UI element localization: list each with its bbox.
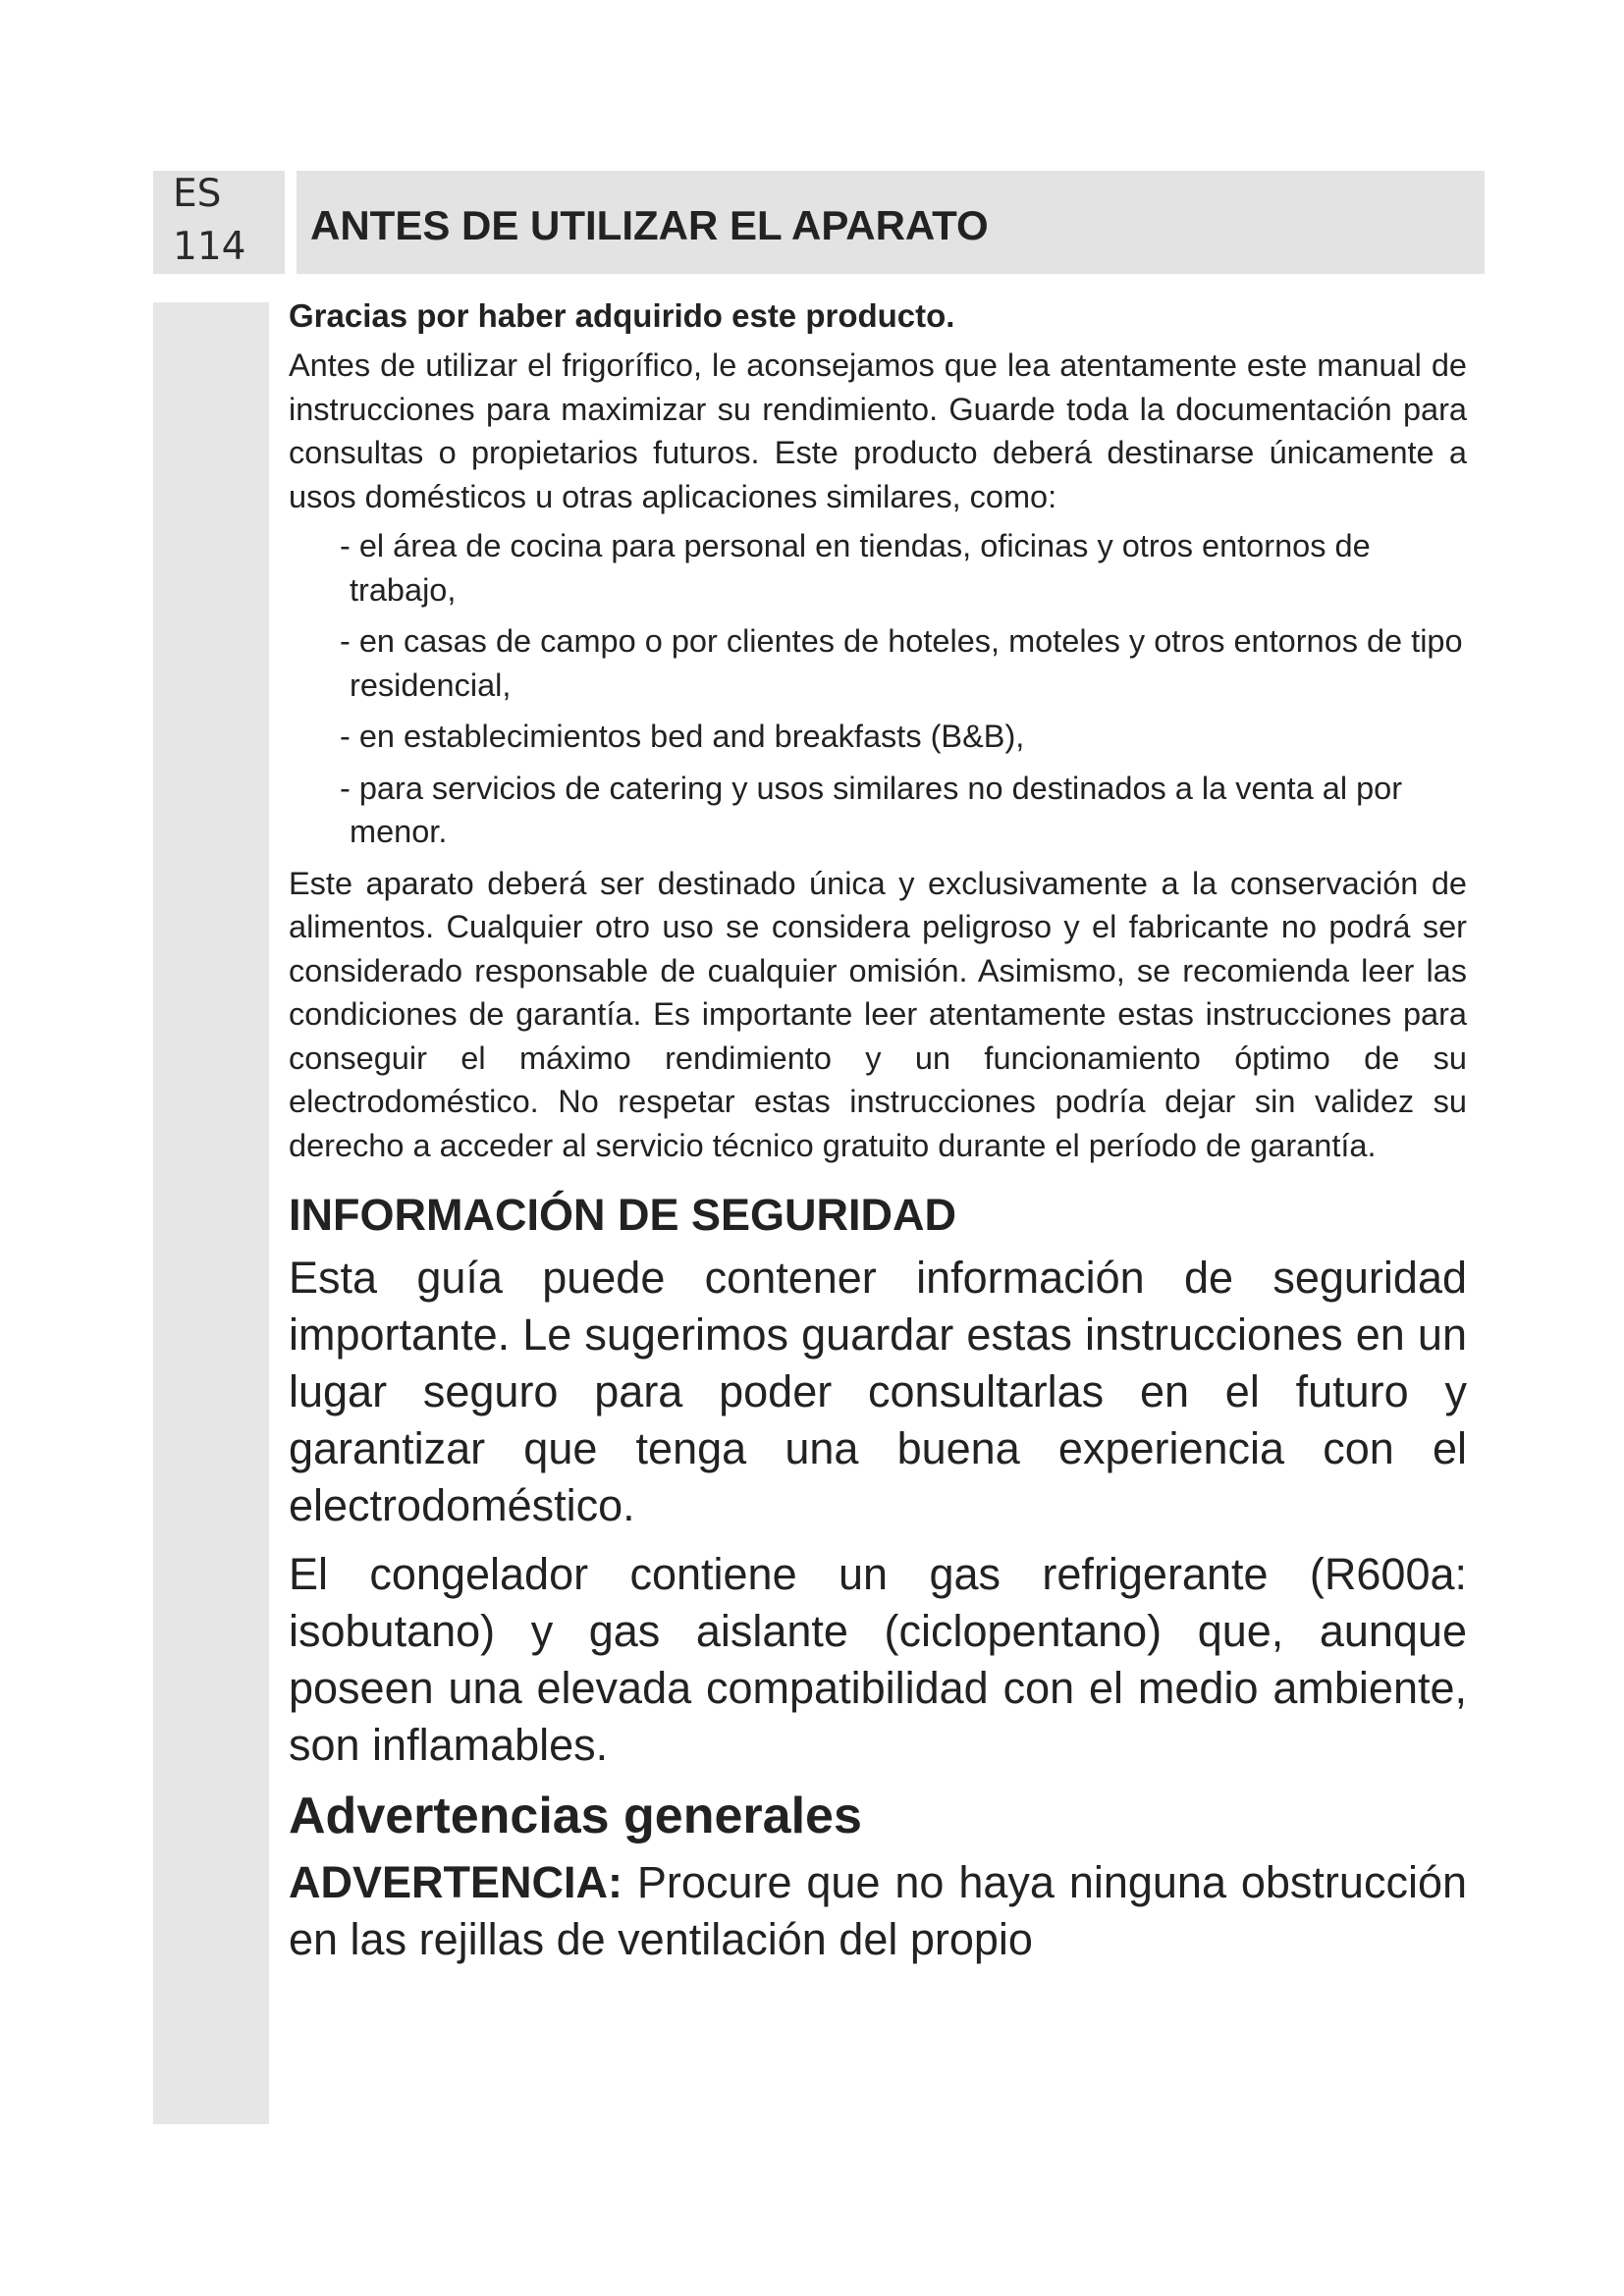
warning-label: ADVERTENCIA:: [289, 1857, 623, 1907]
side-margin-bar: [153, 302, 269, 2124]
refrigerant-paragraph: El congelador contiene un gas refrigerante (R600a: isobutano) y gas aislante (ciclopentano) que, aunque poseen una elevada compatibilidad con el medio ambiente, son inflamables.: [289, 1549, 1467, 1770]
language-code: ES: [173, 172, 222, 216]
list-item: - el área de cocina para personal en tiendas, oficinas y otros entornos de trabajo,: [340, 528, 1371, 608]
page-number: 114: [173, 225, 246, 269]
usage-paragraph: Este aparato deberá ser destinado única y exclusivamente a la conservación de alimentos. Cualquier otro uso se considera peligroso y el fabricante no podrá ser considerado responsable de cualquier omisión. Asimismo, se recomienda leer las condiciones de garantía. Es importante leer atentamente estas instrucciones para conseguir el máximo rendimiento y un funcionamiento óptimo de su electrodoméstico. No respetar estas instrucciones podría dejar sin validez su derecho a acceder al servicio técnico gratuito durante el período de garantía.: [289, 865, 1467, 1163]
general-warnings-heading: Advertencias generales: [289, 1788, 862, 1844]
warning-text: Procure que no haya ninguna obstrucción en las rejillas de ventilación del propio: [289, 1857, 1467, 1964]
safety-paragraph: Esta guía puede contener información de seguridad importante. Le sugerimos guardar estas instrucciones en un lugar seguro para poder consultarlas en el futuro y garantizar que tenga una buena experiencia con el electrodoméstico.: [289, 1253, 1467, 1530]
safety-heading: INFORMACIÓN DE SEGURIDAD: [289, 1190, 957, 1240]
intro-heading: Gracias por haber adquirido este producto.: [289, 297, 955, 334]
list-item: - en casas de campo o por clientes de hoteles, moteles y otros entornos de tipo residencial,: [340, 623, 1463, 703]
intro-paragraph: Antes de utilizar el frigorífico, le aconsejamos que lea atentamente este manual de instrucciones para maximizar su rendimiento. Guarde toda la documentación para consultas o propietarios futuros. Este producto deberá destinarse únicamente a usos domésticos u otras aplicaciones similares, como:: [289, 347, 1467, 514]
list-item: - para servicios de catering y usos similares no destinados a la venta al por menor.: [340, 770, 1403, 849]
list-item: - en establecimientos bed and breakfasts (B&B),: [340, 719, 1025, 754]
main-content: [289, 294, 1467, 1980]
usage-list: [340, 524, 1467, 854]
page-title: ANTES DE UTILIZAR EL APARATO: [310, 202, 989, 248]
warning-paragraph: [289, 1854, 1467, 1968]
